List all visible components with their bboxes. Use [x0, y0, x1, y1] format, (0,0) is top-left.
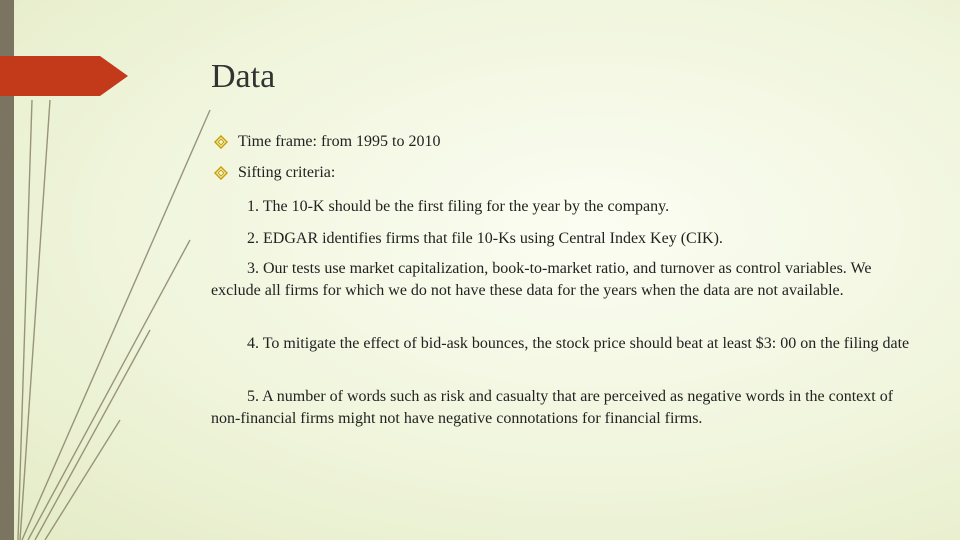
- bullet-time-frame: [214, 133, 441, 151]
- title-accent-tab: [0, 56, 128, 96]
- diamond-outline-icon: [214, 166, 228, 180]
- criterion-3: [211, 258, 911, 301]
- criterion-5: [211, 386, 911, 429]
- slide-title: Data: [211, 58, 276, 95]
- diamond-outline-icon: [214, 135, 228, 149]
- criterion-text: 2. EDGAR identifies firms that file 10-Ks using Central Index Key (CIK).: [247, 230, 723, 247]
- criterion-4: [211, 333, 911, 355]
- bullet-text: Sifting criteria:: [238, 164, 336, 181]
- criterion-text: 4. To mitigate the effect of bid-ask bounces, the stock price should beat at least $3: 00 on the filing date: [247, 335, 910, 352]
- criterion-text: 5. A number of words such as risk and casualty that are perceived as negative words in the context of non-financial firms might not have negative connotations for financial firms.: [211, 388, 894, 427]
- criterion-1: [211, 196, 911, 218]
- bullet-text: Time frame: from 1995 to 2010: [238, 133, 441, 150]
- criterion-2: [211, 228, 911, 250]
- bullet-sifting-criteria: [214, 164, 335, 182]
- criterion-text: 1. The 10-K should be the first filing for the year by the company.: [247, 198, 670, 215]
- criterion-text: 3. Our tests use market capitalization, book-to-market ratio, and turnover as control variables. We exclude all firms for which we do not have these data for the years when the data are not available.: [211, 260, 872, 299]
